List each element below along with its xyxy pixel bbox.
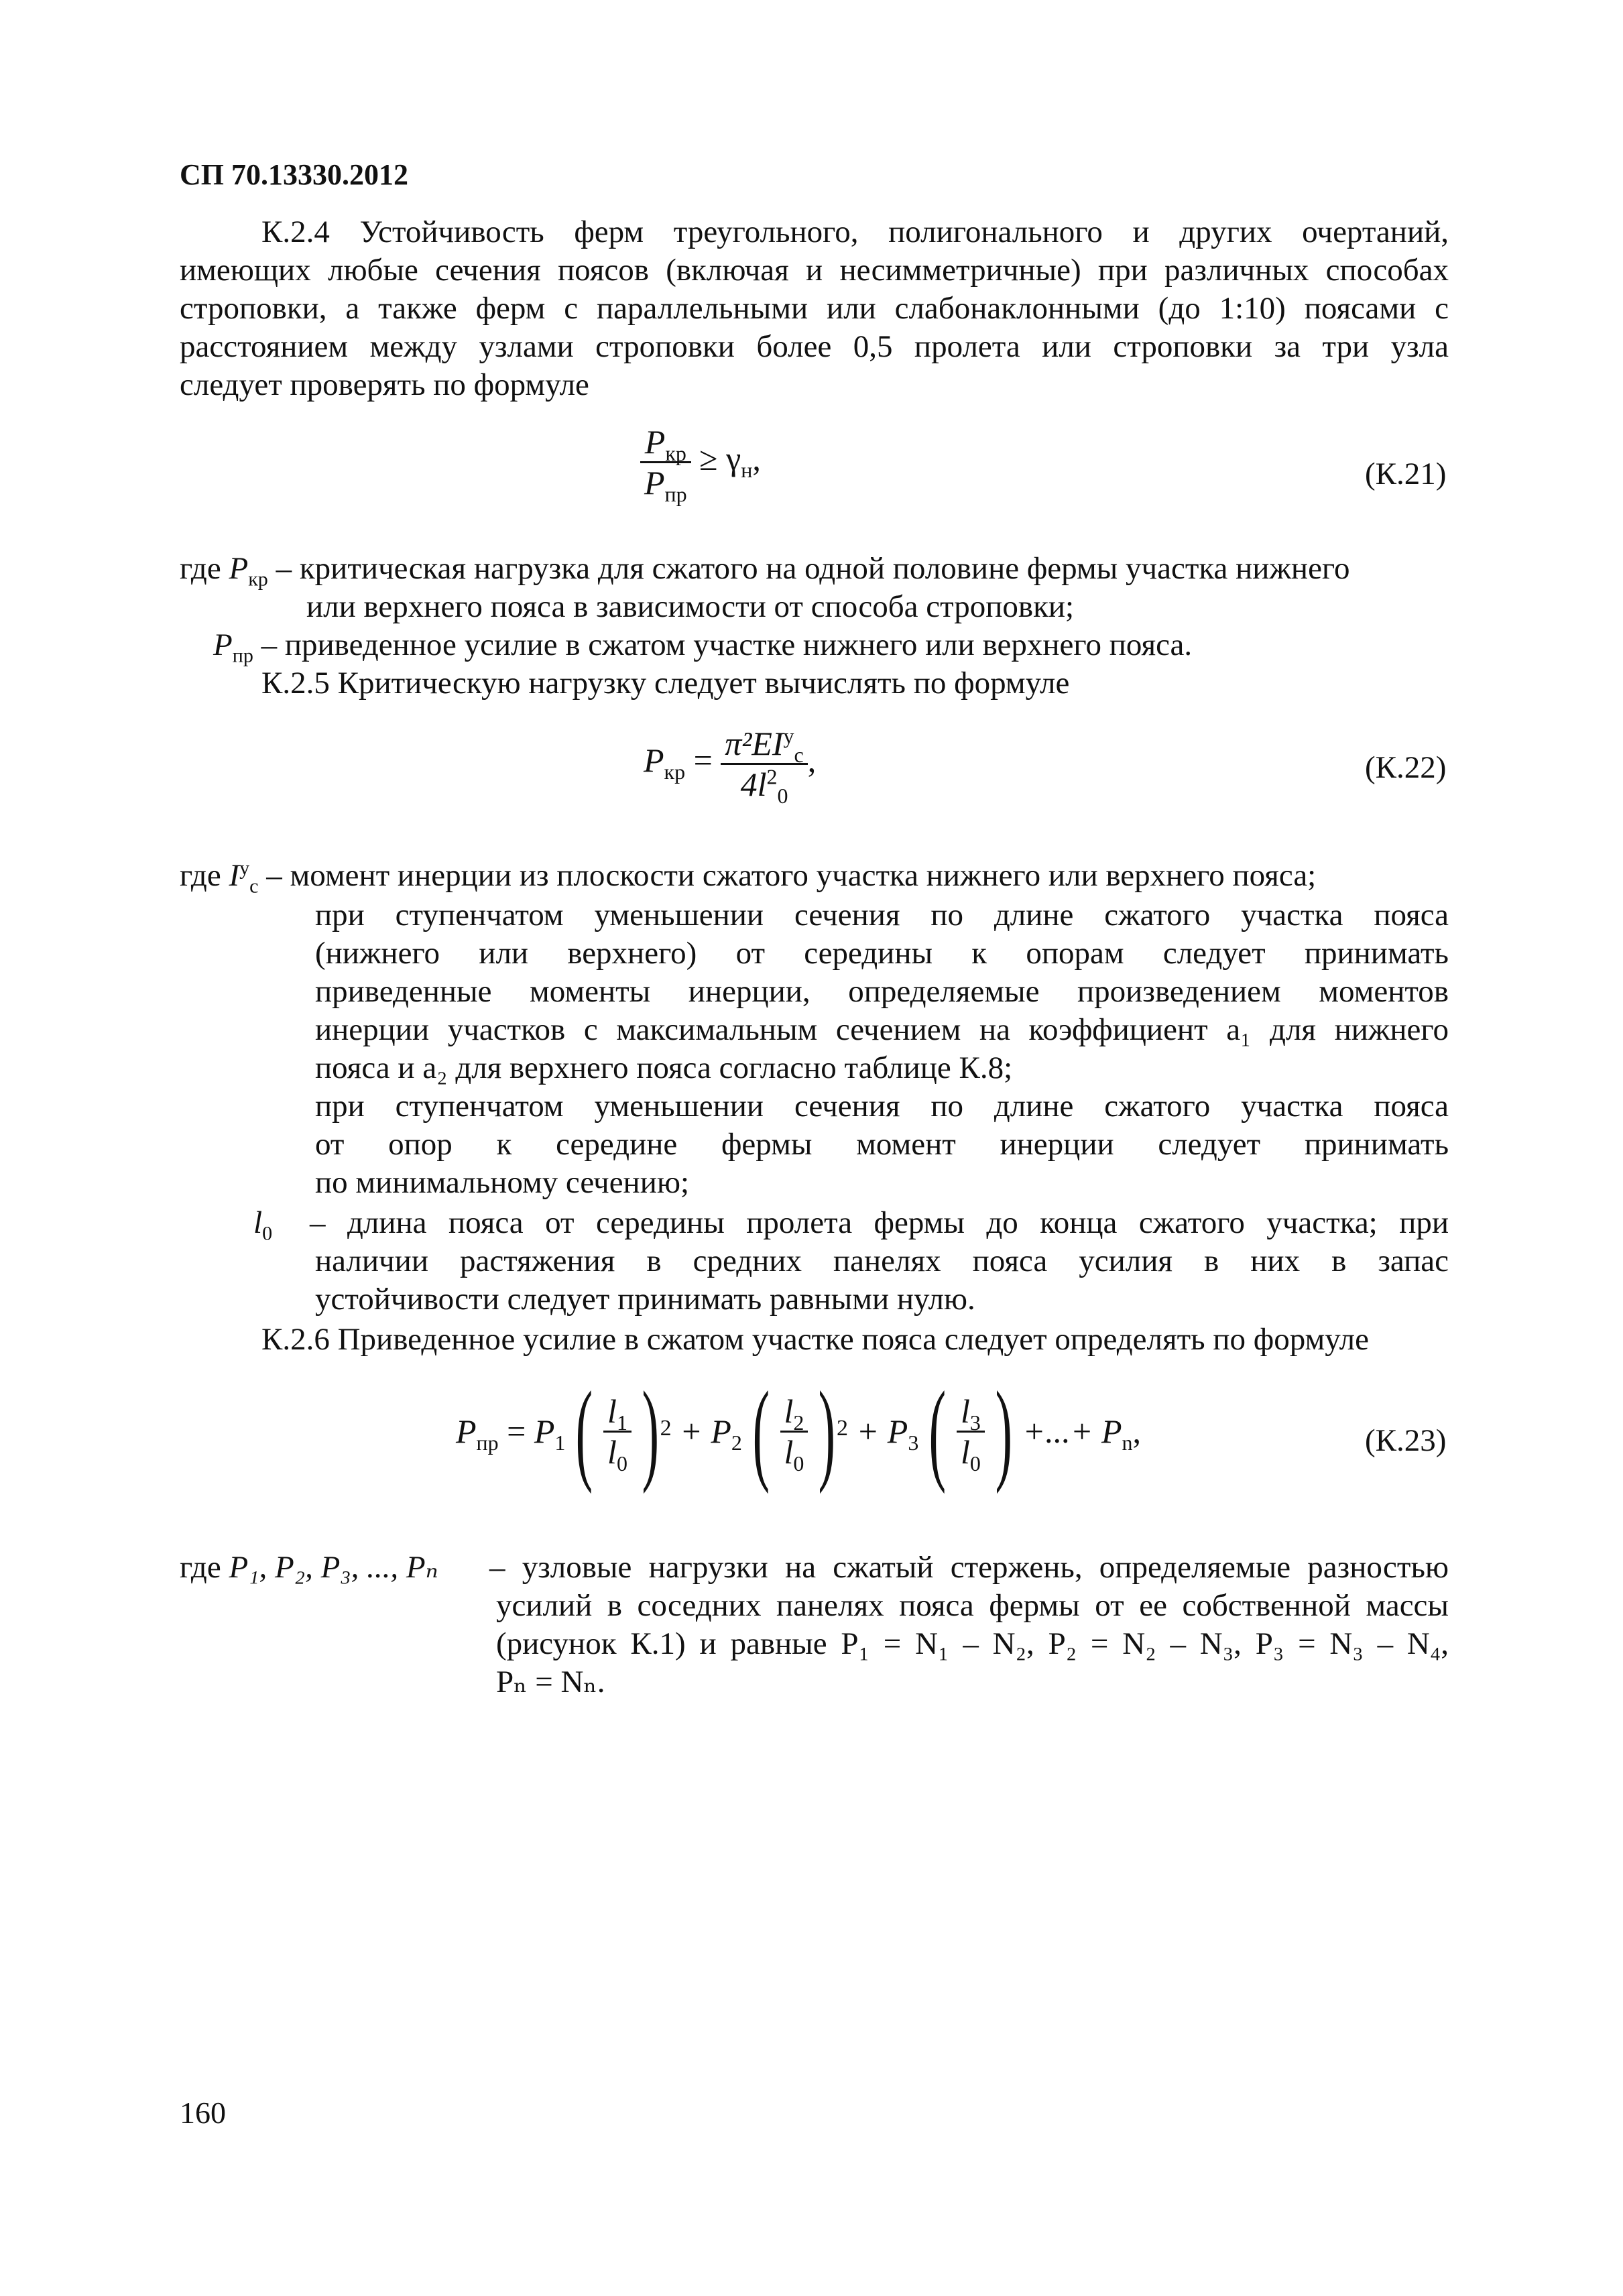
formula-k22: $P_{кр}$ = $\frac{\pi^2EI^y_c}{4l^2_0}$ , (644, 723, 817, 808)
paragraph-k26: К.2.6 Приведенное усилие в сжатом участке пояса следует определять по формуле (261, 1322, 1369, 1357)
where-l0-desc-line-3: устойчивости следует принимать равными нулю. (315, 1282, 975, 1317)
paragraph-k25: К.2.5 Критическую нагрузку следует вычислять по формуле (261, 666, 1070, 701)
paragraph-k24-line-3: строповки, а также ферм с параллельными или слабонаклонными (до 1:10) поясами с (180, 291, 1449, 326)
formula-k23: $P_{пр} = P_1$ ( $\frac{l_1}{l_0}$ ) 2 + $P_2$ ( $\frac{l_2}{l_0}$ ) 2 + $P_3$ ( $\frac{l_3}{l_0}$ ) +...+ $P_n$, (456, 1368, 1142, 1494)
equation-number-k23: (К.23) (1365, 1423, 1447, 1458)
where-ppr-line: $P_{пр}$ – приведенное усилие в сжатом участке нижнего или верхнего пояса. (213, 627, 1193, 667)
where-ic-desc-line-4: инерции участков с максимальным сечением на коэффициент a₁ для нижнего (315, 1012, 1449, 1047)
where-pkr-line-2: или верхнего пояса в зависимости от способа строповки; (306, 589, 1075, 624)
where-l0-symbol: $l_0$ (253, 1205, 273, 1245)
where-pn-desc-line-2: усилий в соседних панелях пояса фермы от ее собственной массы (496, 1588, 1449, 1623)
where-ic-desc-line-5: пояса и a₂ для верхнего пояса согласно таблице К.8; (315, 1050, 1013, 1085)
fraction-pkr-ppr: $\frac{P_{кр}}{P_{пр}}$ (640, 422, 691, 502)
where-ic-line: где $I^y_c$ – момент инерции из плоскости сжатого участка нижнего или верхнего пояса; (180, 856, 1317, 898)
document-header: СП 70.13330.2012 (180, 158, 408, 191)
where-ic-desc-line-7: от опор к середине фермы момент инерции следует принимать (315, 1127, 1449, 1162)
where-pn-desc-line-3: (рисунок К.1) и равные P₁ = N₁ – N₂, P₂ = N₂ – N₃, P₃ = N₃ – N₄, (496, 1626, 1449, 1661)
fraction-critical-load: $\frac{\pi^2EI^y_c}{4l^2_0}$ (721, 724, 807, 804)
where-ic-desc-line-3: приведенные моменты инерции, определяемые произведением моментов (315, 974, 1449, 1009)
paragraph-k24-line-2: имеющих любые сечения поясов (включая и несимметричные) при различных способах (180, 253, 1449, 288)
where-ic-desc-line-6: при ступенчатом уменьшении сечения по длине сжатого участка пояса (315, 1089, 1449, 1124)
equation-number-k22: (К.22) (1365, 750, 1447, 785)
paragraph-k24-line-5: следует проверять по формуле (180, 367, 589, 402)
paragraph-k24-line-1: К.2.4 Устойчивость ферм треугольного, полигонального и других очертаний, (261, 215, 1449, 249)
where-pn-symbols: где P₁, P₂, P₃, ..., Pₙ (180, 1550, 438, 1585)
where-ic-desc-line-1: при ступенчатом уменьшении сечения по длине сжатого участка пояса (315, 898, 1449, 932)
equation-number-k21: (К.21) (1365, 457, 1447, 491)
where-pkr-line-1: где $P_{кр}$ – критическая нагрузка для сжатого на одной половине фермы участка нижнего (180, 551, 1350, 591)
where-pn-desc-line-4: Pₙ = Nₙ. (496, 1665, 605, 1699)
formula-k21: $\frac{P_{кр}}{P_{пр}}$ ≥ $\gamma_н$, (640, 422, 761, 502)
paragraph-k24-line-4: расстоянием между узлами строповки более 0,5 пролета или строповки за три узла (180, 329, 1449, 364)
where-l0-desc-line-1: – длина пояса от середины пролета фермы до конца сжатого участка; при (310, 1205, 1449, 1240)
where-ic-desc-line-2: (нижнего или верхнего) от середины к опорам следует принимать (315, 936, 1449, 971)
where-ic-desc-line-8: по минимальному сечению; (315, 1165, 690, 1200)
page-number: 160 (180, 2096, 226, 2130)
where-pn-desc-line-1: – узловые нагрузки на сжатый стержень, определяемые разностью (489, 1550, 1449, 1585)
where-l0-desc-line-2: наличии растяжения в средних панелях пояса усилия в них в запас (315, 1244, 1449, 1278)
